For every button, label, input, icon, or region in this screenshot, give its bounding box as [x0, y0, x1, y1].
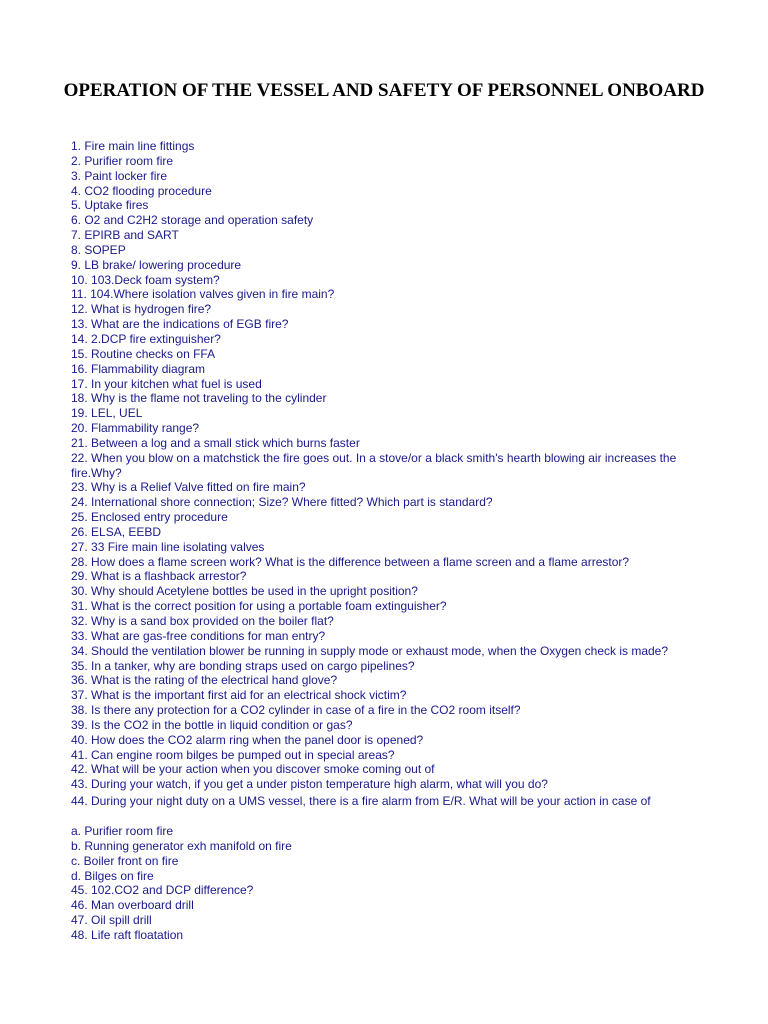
list-item: 14. 2.DCP fire extinguisher?: [71, 331, 221, 346]
list-item: 28. How does a flame screen work? What is the difference between a flame screen and a flame arrestor?: [71, 554, 630, 569]
list-item: 5. Uptake fires: [71, 198, 149, 213]
list-item: 36. What is the rating of the electrical hand glove?: [71, 673, 338, 688]
question-list: [71, 139, 711, 809]
list-item: 19. LEL, UEL: [71, 406, 143, 421]
list-item: 11. 104.Where isolation valves given in fire main?: [71, 287, 335, 302]
list-item: 29. What is a flashback arrestor?: [71, 569, 247, 584]
sub-question-list: [71, 824, 711, 943]
list-item: a. Purifier room fire: [71, 824, 174, 838]
list-item: 16. Flammability diagram: [71, 361, 206, 376]
list-item: 9. LB brake/ lowering procedure: [71, 257, 242, 272]
list-item: 20. Flammability range?: [71, 421, 200, 436]
list-item: c. Boiler front on fire: [71, 853, 179, 868]
list-item: 10. 103.Deck foam system?: [71, 272, 220, 287]
list-item: 22. When you blow on a matchstick the fire goes out. In a stove/or a black smith's hearth blowing air increases the fire.Why?: [71, 450, 677, 480]
list-item: 44. During your night duty on a UMS vessel, there is a fire alarm from E/R. What will be your action in case of: [71, 794, 651, 809]
list-item: 45. 102.CO2 and DCP difference?: [71, 883, 254, 898]
list-item: 31. What is the correct position for using a portable foam extinguisher?: [71, 599, 447, 614]
list-item: 32. Why is a sand box provided on the boiler flat?: [71, 614, 334, 628]
list-item: 27. 33 Fire main line isolating valves: [71, 539, 265, 554]
list-item: 48. Life raft floatation: [71, 927, 184, 942]
list-item: 12. What is hydrogen fire?: [71, 302, 212, 317]
list-item: 34. Should the ventilation blower be running in supply mode or exhaust mode, when the Oxygen check is made?: [71, 643, 669, 658]
list-item: 21. Between a log and a small stick which burns faster: [71, 435, 360, 450]
list-item: 2. Purifier room fire: [71, 153, 174, 168]
list-item: 3. Paint locker fire: [71, 168, 168, 183]
list-item: 23. Why is a Relief Valve fitted on fire main?: [71, 480, 306, 495]
list-item: 4. CO2 flooding procedure: [71, 183, 212, 198]
list-item: 18. Why is the flame not traveling to the cylinder: [71, 391, 327, 406]
list-item: 13. What are the indications of EGB fire?: [71, 317, 289, 332]
document-title: OPERATION OF THE VESSEL AND SAFETY OF PERSONNEL ONBOARD: [63, 80, 705, 101]
list-item: 1. Fire main line fittings: [71, 139, 195, 153]
list-item: 30. Why should Acetylene bottles be used in the upright position?: [71, 584, 418, 599]
list-item: 33. What are gas-free conditions for man entry?: [71, 628, 326, 643]
list-item: b. Running generator exh manifold on fire: [71, 838, 292, 853]
list-item: 15. Routine checks on FFA: [71, 346, 216, 361]
list-item: 25. Enclosed entry procedure: [71, 510, 228, 525]
list-item: 47. Oil spill drill: [71, 913, 152, 928]
list-item: 43. During your watch, if you get a under piston temperature high alarm, what will you do?: [71, 777, 548, 792]
list-item: 38. Is there any protection for a CO2 cylinder in case of a fire in the CO2 room itself?: [71, 703, 521, 718]
list-item: 37. What is the important first aid for an electrical shock victim?: [71, 688, 407, 703]
list-item: 6. O2 and C2H2 storage and operation safety: [71, 213, 314, 228]
list-item: 24. International shore connection; Size? Where fitted? Which part is standard?: [71, 495, 493, 510]
list-item: 40. How does the CO2 alarm ring when the panel door is opened?: [71, 732, 424, 747]
list-item: d. Bilges on fire: [71, 868, 154, 883]
list-item: 8. SOPEP: [71, 242, 126, 257]
list-item: 7. EPIRB and SART: [71, 228, 179, 243]
list-item: 39. Is the CO2 in the bottle in liquid condition or gas?: [71, 717, 353, 732]
list-item: 17. In your kitchen what fuel is used: [71, 376, 262, 391]
list-item: 46. Man overboard drill: [71, 898, 194, 913]
list-item: 41. Can engine room bilges be pumped out in special areas?: [71, 747, 395, 762]
list-item: 26. ELSA, EEBD: [71, 524, 162, 539]
list-item: 35. In a tanker, why are bonding straps used on cargo pipelines?: [71, 658, 415, 673]
list-item: 42. What will be your action when you discover smoke coming out of: [71, 762, 435, 777]
